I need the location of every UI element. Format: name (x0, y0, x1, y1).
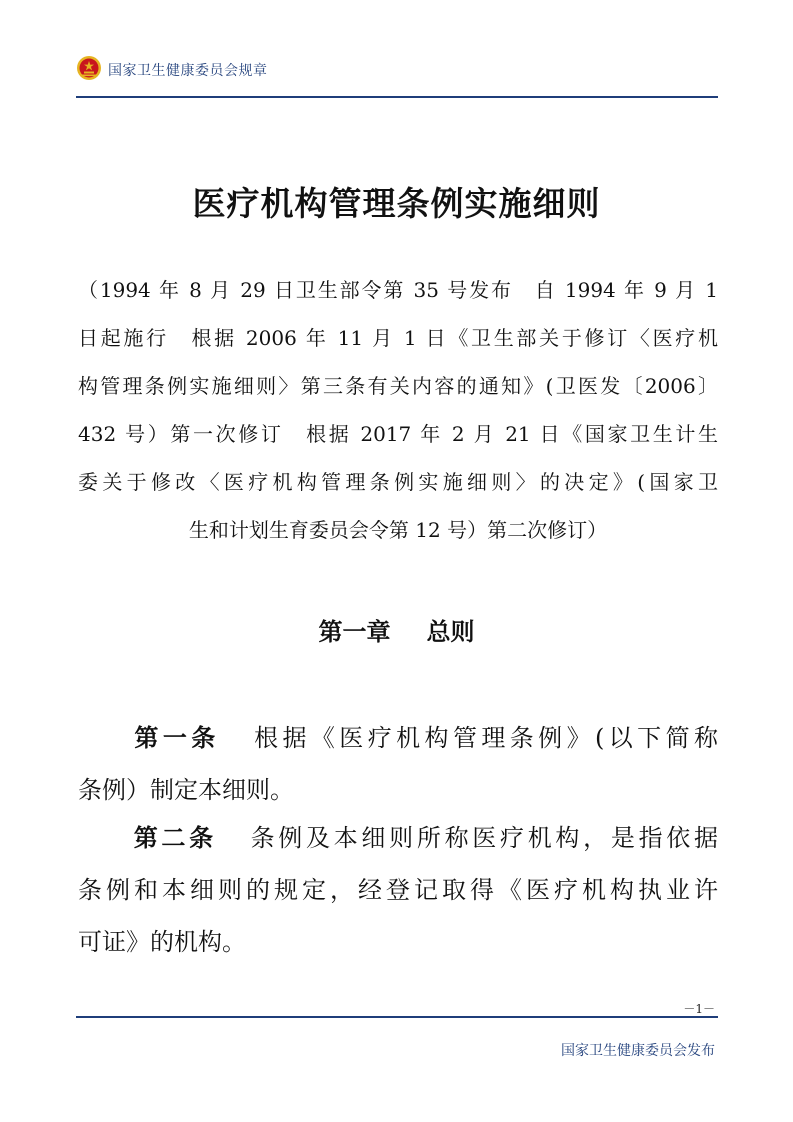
article-line: 条例和本细则的规定，经登记取得《医疗机构执业许 (78, 876, 718, 904)
page-header (76, 52, 718, 98)
preamble-line: （1994 年 8 月 29 日卫生部令第 35 号发布 自 1994 年 9 月 1 (78, 278, 718, 302)
article-line: 条例）制定本细则。 (78, 776, 294, 804)
article-2 (78, 812, 718, 968)
footer-publisher: 国家卫生健康委员会发布 (561, 1043, 715, 1059)
preamble (78, 266, 718, 554)
preamble-line: 构管理条例实施细则〉第三条有关内容的通知》(卫医发〔2006〕 (78, 374, 718, 398)
header-title: 国家卫生健康委员会规章 (108, 63, 268, 79)
preamble-line: 生和计划生育委员会令第 12 号）第二次修订） (188, 518, 608, 542)
article-number: 第一条 (130, 724, 220, 752)
article-number: 第二条 (130, 824, 217, 852)
article-text: 条例及本细则所称医疗机构，是指依据 (246, 824, 718, 852)
article-1 (78, 712, 718, 816)
chapter-heading (0, 612, 793, 647)
article-text: 根据《医疗机构管理条例》(以下简称 (249, 724, 718, 752)
document-title: 医疗机构管理条例实施细则 (192, 184, 601, 223)
page-number: －1－ (683, 1002, 715, 1016)
article-line (78, 812, 718, 864)
preamble-line: 日起施行 根据 2006 年 11 月 1 日《卫生部关于修订〈医疗机 (78, 326, 718, 350)
preamble-line: 432 号）第一次修订 根据 2017 年 2 月 21 日《国家卫生计生 (78, 422, 718, 446)
national-emblem-icon (76, 55, 102, 81)
footer-divider (76, 1016, 718, 1018)
preamble-line: 委关于修改〈医疗机构管理条例实施细则〉的决定》(国家卫 (78, 470, 718, 494)
chapter-number: 第一章 (318, 617, 391, 646)
article-line: 可证》的机构。 (78, 928, 246, 956)
article-line (78, 712, 718, 764)
chapter-title: 总则 (426, 617, 475, 646)
